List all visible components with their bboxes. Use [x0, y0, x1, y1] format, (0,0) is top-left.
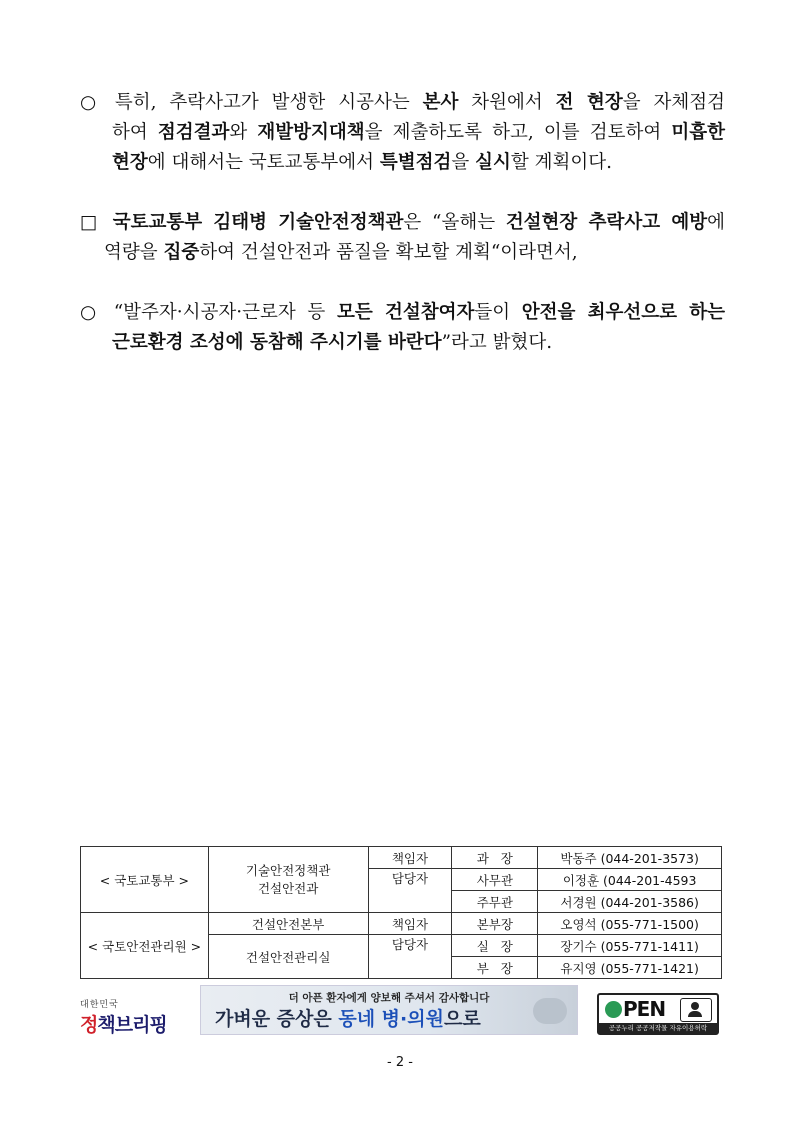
body-text: 역량을 — [104, 242, 164, 263]
contacts-table — [80, 846, 722, 979]
footer — [80, 985, 722, 1037]
title-cell: 주무관 — [452, 891, 538, 913]
body-text: 을 자체점검 — [622, 92, 725, 113]
body-text: 에 대해서는 국토교통부에서 — [147, 152, 380, 173]
title-cell: 과 장 — [452, 847, 538, 869]
org-name: < 국토교통부 > — [81, 847, 209, 913]
role-label: 담당자 — [391, 937, 429, 952]
body-text: 을 — [451, 152, 476, 173]
inline-text — [112, 152, 612, 173]
inline-text — [112, 332, 552, 353]
role-cell: 책임자 — [368, 913, 452, 935]
emphasis-text: 국토교통부 김태병 기술안전정책관 — [112, 212, 404, 233]
logo-wordmark-accent: 정 — [80, 1014, 98, 1036]
emphasis-text: 특별점검 — [379, 152, 452, 173]
body-text: 하여 건설안전과 품질을 확보할 계획“이라면서, — [199, 242, 578, 263]
emphasis-text: 현장 — [112, 152, 148, 173]
logo-caption: 대한민국 — [80, 1000, 119, 1010]
role-cell: 책임자 — [368, 847, 452, 869]
table-row — [81, 913, 722, 935]
banner-subtitle: 더 아픈 환자에게 양보해 주셔서 감사합니다 — [288, 992, 490, 1004]
body-text: 을 제출하도록 하고, 이를 검토하여 — [364, 122, 672, 143]
role-cell — [368, 869, 452, 913]
body-text: 특히, 추락사고가 발생한 시공사는 — [114, 92, 423, 113]
bullet-paragraph-inspection — [80, 88, 725, 178]
license-caption: 공공누리 공공저작물 자유이용허락 — [599, 1023, 717, 1033]
policy-briefing-logo — [80, 997, 170, 1035]
open-wordmark — [605, 997, 665, 1021]
person-cell: 박동주 (044-201-3573) — [538, 847, 722, 869]
emphasis-text: 실시 — [475, 152, 511, 173]
circle-bullet-icon: ○ — [80, 302, 97, 323]
person-cell: 이정훈 (044-201-4593 — [538, 869, 722, 891]
title-cell: 실 장 — [452, 935, 538, 957]
emphasis-text: 재발방지대책 — [257, 122, 365, 143]
table-row — [81, 847, 722, 869]
title-cell: 부 장 — [452, 957, 538, 979]
emphasis-text: 모든 건설참여자 — [337, 302, 475, 323]
body-text: 차원에서 — [458, 92, 556, 113]
emphasis-text: 미흡한 — [671, 122, 726, 143]
body-text: 할 계획이다. — [510, 152, 612, 173]
person-cell: 오영석 (055-771-1500) — [538, 913, 722, 935]
attribution-person-icon — [680, 998, 712, 1022]
emphasis-text: 전 현장 — [555, 92, 623, 113]
title-cell: 사무관 — [452, 869, 538, 891]
dept-name: 건설안전과 — [257, 880, 319, 896]
bullet-paragraph-request — [80, 298, 725, 358]
dept-name: 건설안전본부 — [208, 913, 368, 935]
body-text: 에 — [707, 212, 725, 233]
pill-icon — [533, 998, 567, 1024]
banner-headline-part: 가벼운 증상은 — [215, 1008, 339, 1030]
person-cell: 서경원 (044-201-3586) — [538, 891, 722, 913]
person-cell: 장기수 (055-771-1411) — [538, 935, 722, 957]
role-label: 담당자 — [391, 871, 429, 886]
campaign-banner[interactable] — [200, 985, 578, 1035]
kogl-open-license-logo — [597, 993, 719, 1035]
dept-name: 기술안전정책관 — [245, 862, 331, 878]
emphasis-text: 본사 — [422, 92, 459, 113]
body-text: 들이 — [474, 302, 522, 323]
banner-headline — [215, 1004, 481, 1031]
org-name: < 국토안전관리원 > — [81, 913, 209, 979]
inline-text — [113, 212, 725, 233]
body-text: “발주자·시공자·근로자 등 — [113, 302, 337, 323]
logo-wordmark — [80, 1010, 170, 1037]
open-o-icon — [605, 1001, 622, 1018]
body-text: 하여 — [112, 122, 158, 143]
circle-bullet-icon: ○ — [80, 92, 97, 113]
banner-headline-part: 으로 — [443, 1008, 481, 1030]
inline-text — [104, 242, 578, 263]
emphasis-text: 점검결과 — [157, 122, 230, 143]
logo-wordmark-rest: 책브리핑 — [97, 1014, 167, 1036]
emphasis-text: 건설현장 추락사고 예방 — [505, 212, 708, 233]
body-text: 은 “올해는 — [403, 212, 506, 233]
title-cell: 본부장 — [452, 913, 538, 935]
open-wordmark-text: PEN — [623, 997, 666, 1021]
body-text: ”라고 밝혔다. — [441, 332, 553, 353]
inline-text — [114, 302, 725, 323]
page-number: - 2 - — [387, 1055, 413, 1070]
banner-headline-highlight: 동네 병·의원 — [338, 1008, 444, 1030]
body-text: 와 — [229, 122, 258, 143]
emphasis-text: 집중 — [163, 242, 200, 263]
emphasis-text: 안전을 최우선으로 하는 — [521, 302, 726, 323]
role-cell — [368, 935, 452, 979]
dept-name: 건설안전관리실 — [208, 935, 368, 979]
person-cell: 유지영 (055-771-1421) — [538, 957, 722, 979]
square-bullet-icon: □ — [80, 212, 98, 233]
emphasis-text: 근로환경 조성에 동참해 주시기를 바란다 — [112, 332, 442, 353]
inline-text — [115, 92, 725, 113]
inline-text — [112, 122, 725, 143]
square-paragraph-quote — [80, 208, 725, 268]
dept-cell — [208, 847, 368, 913]
